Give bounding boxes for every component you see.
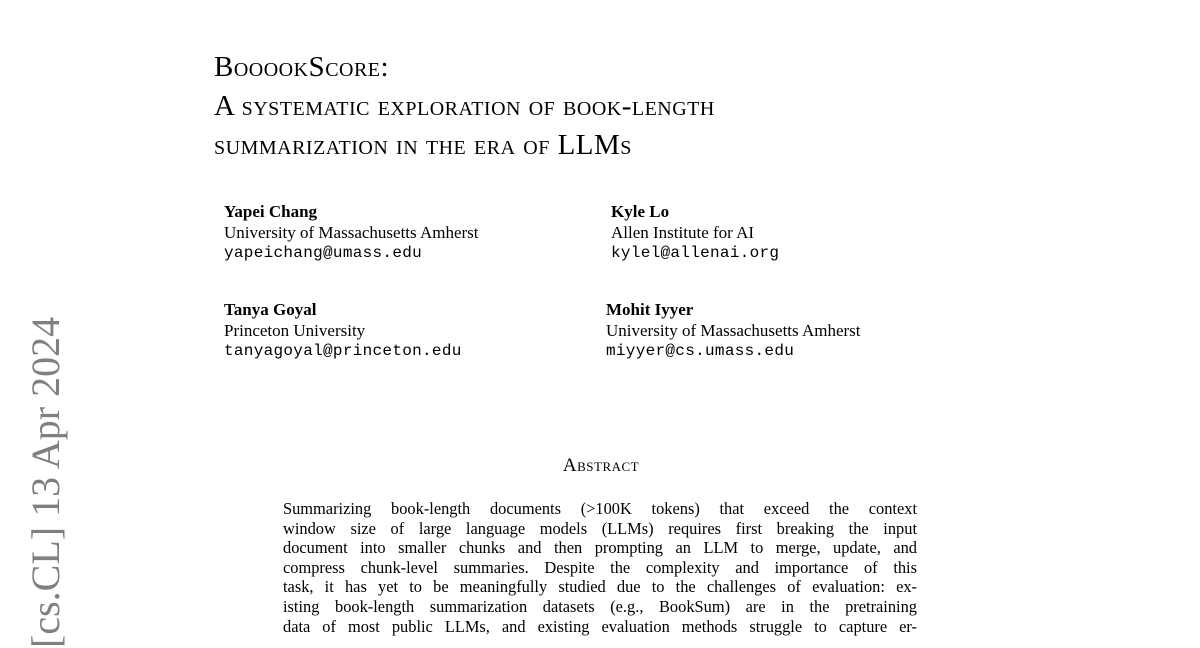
title-line: A systematic exploration of book-length bbox=[214, 90, 715, 122]
author-name: Mohit Iyyer bbox=[606, 300, 694, 319]
author-name: Yapei Chang bbox=[224, 202, 318, 221]
author-block bbox=[224, 201, 479, 264]
abstract-body bbox=[283, 499, 917, 636]
abstract-heading: Abstract bbox=[562, 455, 640, 476]
author-affiliation: Princeton University bbox=[224, 321, 366, 340]
author-email: kylel@allenai.org bbox=[611, 244, 780, 262]
author-affiliation: University of Massachusetts Amherst bbox=[606, 321, 861, 340]
arxiv-stamp: [cs.CL] 13 Apr 2024 bbox=[23, 316, 68, 648]
author-affiliation: University of Massachusetts Amherst bbox=[224, 223, 479, 242]
author-block bbox=[606, 299, 861, 362]
author-email: miyyer@cs.umass.edu bbox=[606, 342, 795, 360]
abstract-line: document into smaller chunks and then prompting an LLM to merge, update, and bbox=[283, 538, 917, 558]
title-line: summarization in the era of LLMs bbox=[214, 129, 632, 161]
author-email: yapeichang@umass.edu bbox=[224, 244, 423, 262]
author-affiliation: Allen Institute for AI bbox=[611, 223, 755, 242]
author-block bbox=[224, 299, 462, 362]
author-block bbox=[611, 201, 779, 264]
author-name: Tanya Goyal bbox=[224, 300, 317, 319]
paper-title bbox=[214, 48, 1034, 165]
abstract-line: window size of large language models (LLMs) requires first breaking the input bbox=[283, 518, 917, 538]
abstract-line: task, it has yet to be meaningfully studied due to the challenges of evaluation: ex- bbox=[283, 577, 917, 597]
author-name: Kyle Lo bbox=[611, 202, 670, 221]
abstract-line: Summarizing book-length documents (>100K tokens) that exceed the context bbox=[283, 499, 917, 518]
title-line: BooookScore: bbox=[214, 51, 390, 83]
abstract-line: isting book-length summarization datasets (e.g., BookSum) are in the pretraining bbox=[283, 596, 917, 616]
abstract-line: data of most public LLMs, and existing evaluation methods struggle to capture er- bbox=[283, 616, 917, 636]
author-email: tanyagoyal@princeton.edu bbox=[224, 342, 462, 360]
abstract-line: compress chunk-level summaries. Despite the complexity and importance of this bbox=[283, 557, 917, 577]
